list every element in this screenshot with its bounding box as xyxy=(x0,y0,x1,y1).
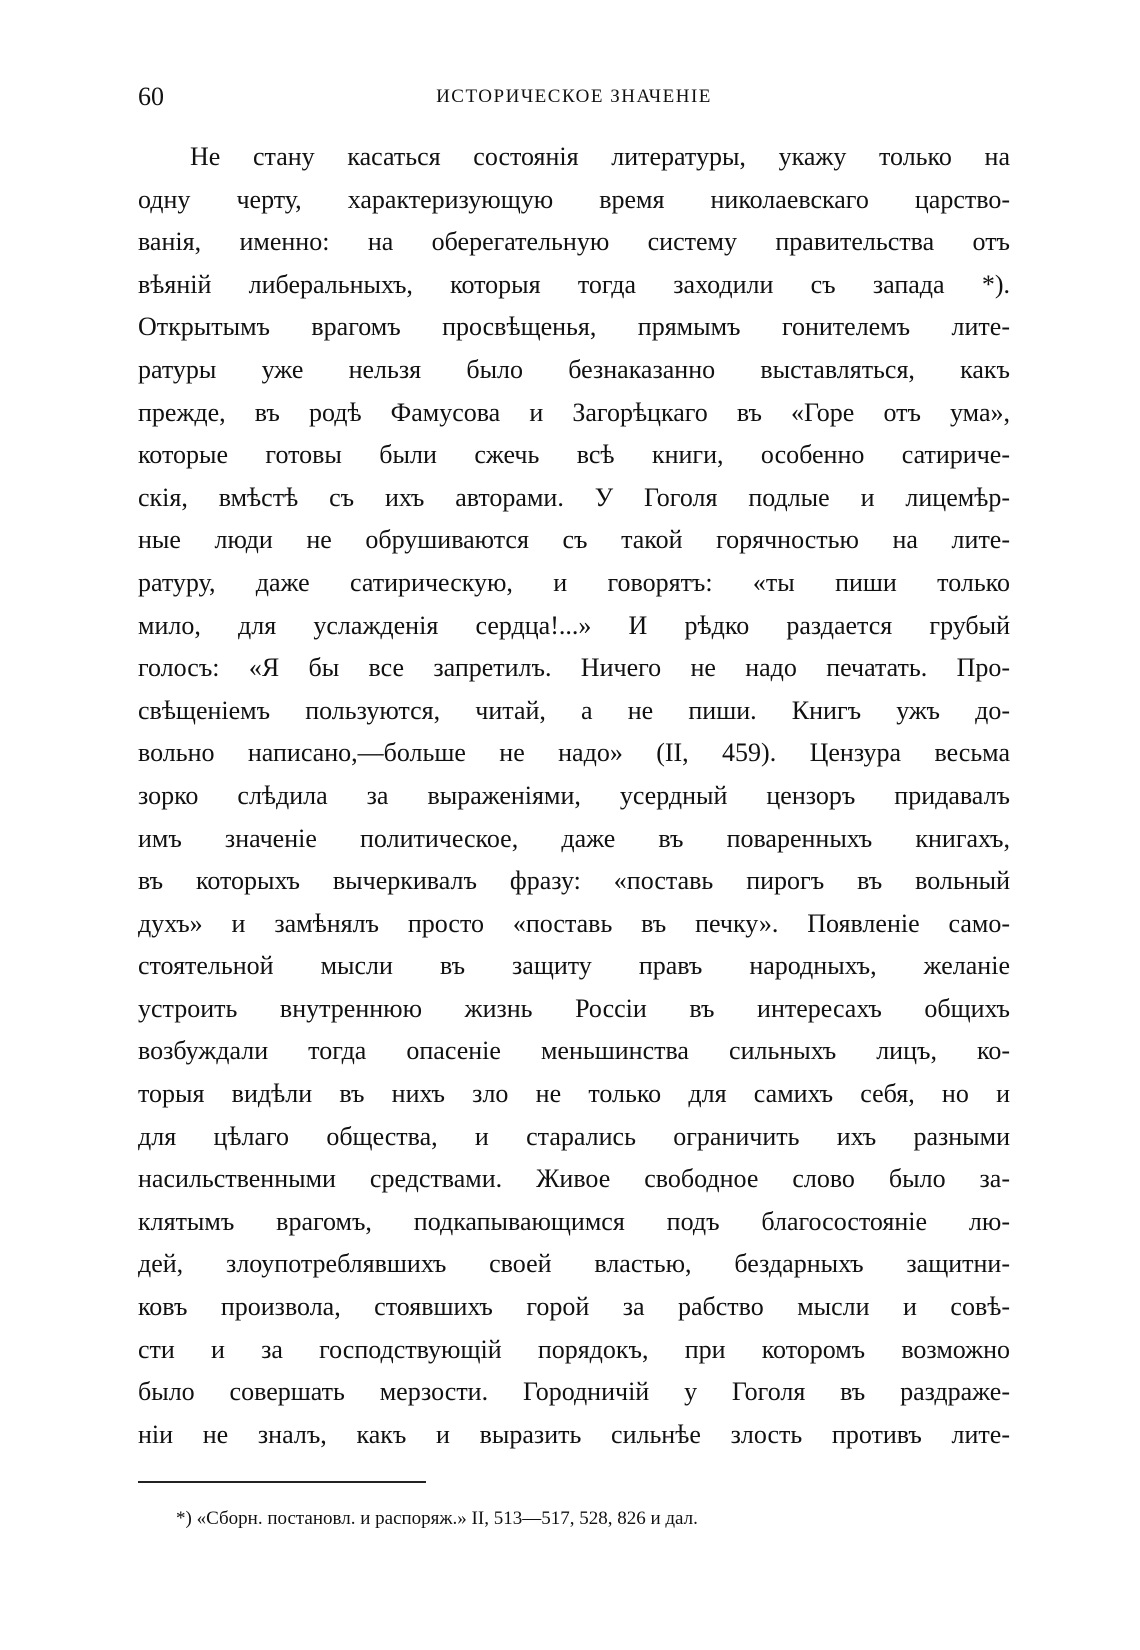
text-line: торыя видѣли въ нихъ зло не только для самихъ себя, но и xyxy=(138,1079,1010,1109)
text-line: вольно написано,—больше не надо» (II, 459). Цензура весьма xyxy=(138,738,1010,768)
text-line: вѣяній либеральныхъ, которыя тогда заходили съ запада *). xyxy=(138,269,1010,299)
text-line: клятымъ врагомъ, подкапывающимся подъ благосостояніе лю- xyxy=(138,1206,1010,1236)
text-line: сти и за господствующій порядокъ, при которомъ возможно xyxy=(138,1334,1010,1364)
text-line: ратуры уже нельзя было безнаказанно выставляться, какъ xyxy=(138,354,1010,384)
text-line: ванія, именно: на оберегательную систему правительства отъ xyxy=(138,227,1010,257)
text-line: одну черту, характеризующую время николаевскаго царство- xyxy=(138,184,1010,214)
text-line: для цѣлаго общества, и старались ограничить ихъ разными xyxy=(138,1121,1010,1151)
text-line: дей, злоупотреблявшихъ своей властью, бездарныхъ защитни- xyxy=(138,1249,1010,1279)
text-line: ратуру, даже сатирическую, и говорятъ: «ты пиши только xyxy=(138,567,1010,597)
footnote-divider xyxy=(138,1481,426,1483)
page-number: 60 xyxy=(138,82,164,111)
text-line: Не стану касаться состоянія литературы, укажу только на xyxy=(190,142,1010,171)
text-line: мило, для услажденія сердца!...» И рѣдко раздается грубый xyxy=(138,610,1010,640)
text-line: стоятельной мысли въ защиту правъ народныхъ, желаніе xyxy=(138,951,1010,981)
text-line: духъ» и замѣнялъ просто «поставь въ печку». Появленіе само- xyxy=(138,908,1010,938)
footnote: *) «Сборн. постановл. и распоряж.» II, 513—517, 528, 826 и дал. xyxy=(176,1508,698,1529)
text-line: ковъ произвола, стоявшихъ горой за рабство мысли и совѣ- xyxy=(138,1292,1010,1322)
text-line: ніи не зналъ, какъ и выразить сильнѣе злость противъ лите- xyxy=(138,1419,1010,1449)
text-line: голосъ: «Я бы все запретилъ. Ничего не надо печатать. Про- xyxy=(138,653,1010,683)
text-line: скія, вмѣстѣ съ ихъ авторами. У Гоголя подлые и лицемѣр- xyxy=(138,482,1010,512)
running-title: ИСТОРИЧЕСКОЕ ЗНАЧЕНІЕ xyxy=(436,86,712,107)
text-line: насильственными средствами. Живое свободное слово было за- xyxy=(138,1164,1010,1194)
text-line: въ которыхъ вычеркивалъ фразу: «поставь пирогъ въ вольный xyxy=(138,866,1010,896)
text-line: возбуждали тогда опасеніе меньшинства сильныхъ лицъ, ко- xyxy=(138,1036,1010,1066)
text-line: было совершать мерзости. Городничій у Гоголя въ раздраже- xyxy=(138,1377,1010,1407)
text-line: устроить внутреннюю жизнь Россіи въ интересахъ общихъ xyxy=(138,993,1010,1023)
page-header xyxy=(138,82,1010,122)
text-line: свѣщеніемъ пользуются, читай, а не пиши. Книгъ ужъ до- xyxy=(138,695,1010,725)
text-line: которые готовы были сжечь всѣ книги, особенно сатириче- xyxy=(138,440,1010,470)
body-text xyxy=(138,136,1010,1456)
text-line: Открытымъ врагомъ просвѣщенья, прямымъ гонителемъ лите- xyxy=(138,312,1010,342)
text-line: зорко слѣдила за выраженіями, усердный цензоръ придавалъ xyxy=(138,780,1010,810)
text-line: прежде, въ родѣ Фамусова и Загорѣцкаго въ «Горе отъ ума», xyxy=(138,397,1010,427)
text-line: имъ значеніе политическое, даже въ поваренныхъ книгахъ, xyxy=(138,823,1010,853)
text-line: ные люди не обрушиваются съ такой горячностью на лите- xyxy=(138,525,1010,555)
